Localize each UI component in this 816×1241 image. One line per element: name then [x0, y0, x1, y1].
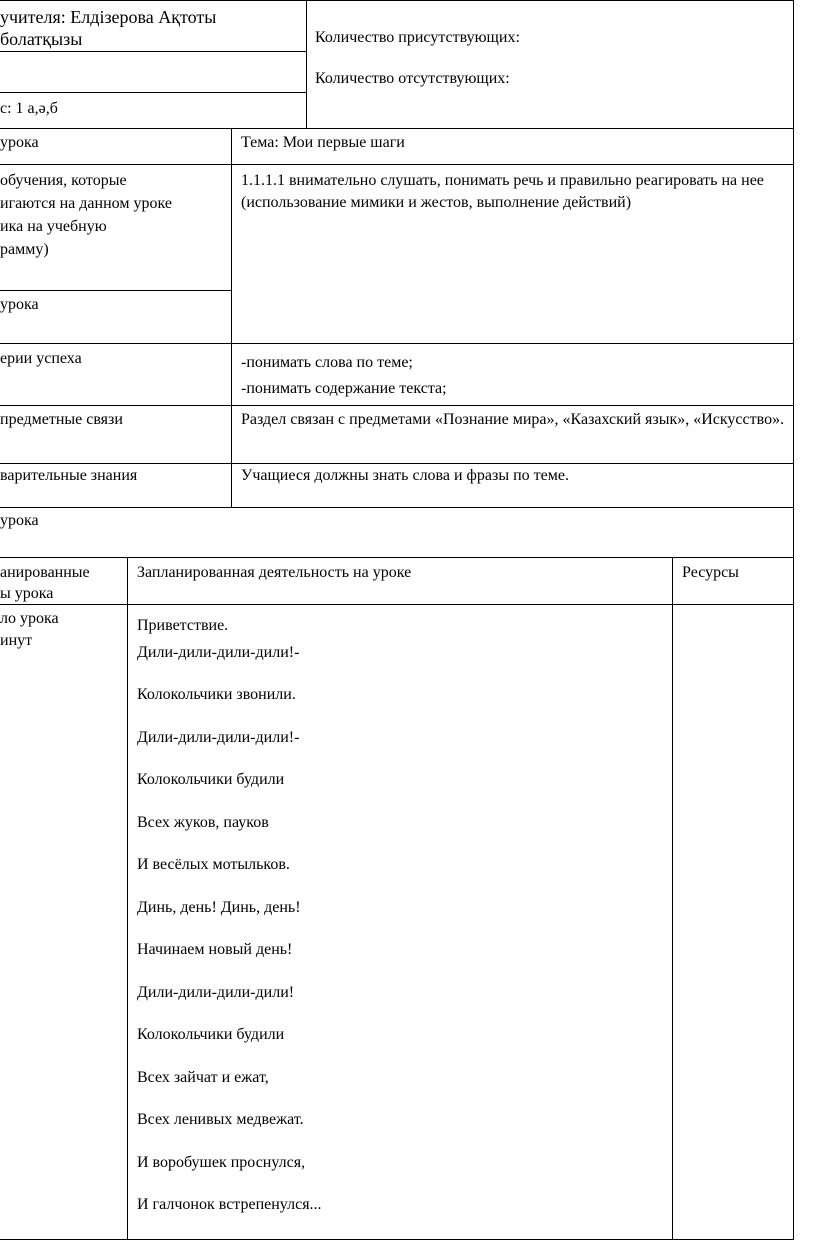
lesson-start-label-line-1: ло урока: [0, 610, 59, 627]
border-bottom: [0, 1239, 794, 1240]
poem-line: Приветствие.: [137, 617, 229, 634]
header-divider: [306, 0, 307, 128]
teacher-name-line-2: болатқызы: [0, 29, 83, 49]
row-line-plan-header: [0, 557, 794, 558]
links-text: Раздел связан с предметами «Познание мира», «Казахский язык», «Искусство».: [241, 411, 785, 428]
prior-knowledge-text: Учащиеся должны знать слова и фразы по теме.: [241, 467, 569, 484]
poem-line: Всех ленивых медвежат.: [137, 1111, 304, 1128]
plan-col2-header: Запланированная деятельность на уроке: [137, 564, 412, 581]
row-line-links: [0, 405, 794, 406]
learning-objective-text: 1.1.1.1 внимательно слушать, понимать речь и правильно реагировать на нее (использование мимики и жестов, выполнение действий): [241, 172, 764, 211]
teacher-name-line-1: учителя: Елдiзерова Ақтоты: [0, 7, 217, 27]
poem-line: И воробушек проснулся,: [137, 1154, 306, 1171]
poem-line: Колокольчики будили: [137, 771, 285, 788]
goals-left-line-4: рамму): [0, 241, 49, 258]
border-right: [793, 0, 794, 1240]
border-top: [0, 0, 794, 1]
lesson-goals-label: урока: [0, 296, 39, 313]
topic-title: Тема: Мои первые шаги: [241, 134, 405, 151]
poem-line: Колокольчики будили: [137, 1026, 285, 1043]
poem-line: Всех зайчат и ежат,: [137, 1069, 269, 1086]
criteria-item-1: -понимать слова по теме;: [241, 354, 413, 371]
poem-line: И весёлых мотыльков.: [137, 856, 290, 873]
poem-line: Дили-дили-дили-дили!: [137, 984, 295, 1001]
rows-divider: [231, 128, 232, 508]
goals-left-line-3: ика на учебную: [0, 218, 107, 235]
poem-line: Дили-дили-дили-дили!-: [137, 644, 300, 661]
header-line-2: [0, 92, 307, 93]
poem-line: Динь, день! Динь, день!: [137, 899, 301, 916]
plan-col1-header-line-1: анированные: [0, 564, 90, 581]
row-line-lesson-goals: [0, 290, 231, 291]
plan-col3-header: Ресурсы: [682, 564, 739, 581]
plan-col1-header-line-2: ы урока: [0, 585, 54, 602]
plan-divider-2: [672, 557, 673, 1240]
plan-divider-1: [127, 557, 128, 1240]
poem-line: Колокольчики звонили.: [137, 686, 296, 703]
row-line-goals: [0, 164, 794, 165]
class-label: с: 1 а,ә,б: [0, 100, 58, 117]
criteria-item-2: -понимать содержание текста;: [241, 380, 447, 397]
row-line-topic: [0, 128, 794, 129]
criteria-label: ерии успеха: [0, 350, 82, 367]
row-line-criteria: [0, 343, 794, 344]
lesson-progress-label: урока: [0, 512, 39, 529]
header-line-1: [0, 51, 307, 52]
lesson-start-label-line-2: инут: [0, 632, 33, 649]
row-line-progress: [0, 507, 794, 508]
links-label: предметные связи: [0, 411, 123, 428]
absent-count-label: Количество отсутствующих:: [315, 70, 510, 87]
prior-knowledge-label: варительные знания: [0, 467, 138, 484]
row-line-plan-body: [0, 604, 794, 605]
goals-left-line-2: игаются на данном уроке: [0, 195, 172, 212]
poem-line: Дили-дили-дили-дили!-: [137, 729, 300, 746]
goals-left-line-1: обучения, которые: [0, 172, 127, 189]
poem-line: Начинаем новый день!: [137, 941, 293, 958]
poem-line: И галчонок встрепенулся...: [137, 1196, 322, 1213]
poem-line: Всех жуков, пауков: [137, 814, 269, 831]
row-line-prior: [0, 463, 794, 464]
present-count-label: Количество присутствующих:: [315, 29, 520, 46]
topic-left-label: урока: [0, 134, 39, 151]
